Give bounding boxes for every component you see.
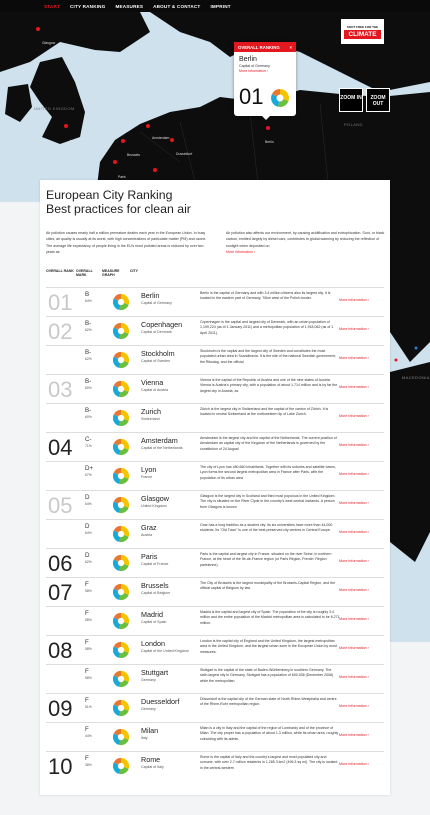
intro: [46, 230, 390, 255]
row-more-link[interactable]: More information ›: [339, 704, 369, 708]
row-percent: 58%: [85, 647, 92, 651]
row-city[interactable]: Zurich: [141, 407, 161, 416]
row-more-link[interactable]: More information ›: [339, 762, 369, 766]
table-header: [46, 269, 390, 281]
row-mark: F: [85, 726, 89, 733]
row-mark: F: [85, 581, 89, 588]
row-percent: 64%: [85, 299, 92, 303]
nav-imprint[interactable]: IMPRINT: [210, 3, 231, 9]
top-nav: [0, 0, 430, 12]
intro-right: [226, 230, 390, 255]
row-rank: 06: [48, 551, 73, 576]
header-city: CITY: [130, 269, 138, 274]
ranking-row[interactable]: [46, 606, 384, 635]
row-subtitle: Germany: [141, 707, 156, 711]
row-rank: 09: [48, 696, 73, 721]
row-city[interactable]: Brussels: [141, 581, 169, 590]
row-mark: B-: [85, 378, 92, 385]
row-percent: 62%: [85, 328, 92, 332]
row-city[interactable]: Paris: [141, 552, 158, 561]
zoom-out-button[interactable]: ZOOM OUT: [366, 88, 390, 112]
measure-graph-icon: [112, 409, 130, 427]
map-city-berlin[interactable]: Berlin: [265, 140, 274, 144]
row-description: The city of Lyon has 480,660 inhabitants. Together with its suburbs and satellite towns, Lyon forms the second largest metropolitan area in France after Paris, with the population of its urban area: [200, 465, 336, 480]
row-description: Graz has a long tradition as a student city: its six universities have more than 44,000 students. Its "Old Town" is one of the best-preserved city centres in Central Europe.: [200, 523, 333, 533]
nav-start[interactable]: START: [44, 3, 60, 9]
row-city[interactable]: Milan: [141, 726, 159, 735]
logo-line2: CLIMATE: [344, 30, 381, 39]
map-label-uk: UNITED KINGDOM: [34, 106, 75, 111]
row-mark: B-: [85, 407, 92, 414]
measure-graph-icon: [112, 728, 130, 746]
measure-graph-icon: [112, 322, 130, 340]
city-popup: [234, 42, 296, 116]
row-percent: 58%: [85, 618, 92, 622]
logo-line1: SOOT FREE FOR THE: [346, 25, 379, 29]
row-subtitle: Capital of Italy: [141, 765, 164, 769]
row-percent: 64%: [85, 502, 92, 506]
row-more-link[interactable]: More information ›: [339, 675, 369, 679]
row-description: Copenhagen is the capital and largest city of Denmark, with an urban population of 1,199,224 (as of 1 January 2011) and a metropolitan population of 1,918,062 (as of 1 April 2011).: [200, 320, 334, 335]
row-more-link[interactable]: More information ›: [339, 617, 369, 621]
map-city-amsterdam[interactable]: Amsterdam: [152, 136, 170, 140]
row-subtitle: France: [141, 475, 153, 479]
page-title: [46, 189, 390, 216]
row-mark: F: [85, 610, 89, 617]
row-description: Düsseldorf is the capital city of the German state of North Rhine-Westphalia and centre of the Rhine-Ruhr metropolitan region.: [200, 697, 337, 707]
measure-graph-icon: [112, 293, 130, 311]
row-more-link[interactable]: More information ›: [339, 298, 369, 302]
row-city[interactable]: Stockholm: [141, 349, 175, 358]
row-rank: 07: [48, 580, 73, 605]
row-mark: F: [85, 697, 89, 704]
row-subtitle: Capital of Sweden: [141, 359, 171, 363]
row-description: Stockholm is the capital and the largest city of Sweden and constitutes the most populated urban area in Scandinavia. It is the site of the national Swedish government, the Riksdag, and the official: [200, 349, 337, 364]
row-city[interactable]: Duesseldorf: [141, 697, 180, 706]
row-subtitle: Capital of Spain: [141, 620, 167, 624]
popup-more-link[interactable]: More information ›: [239, 69, 269, 73]
row-more-link[interactable]: More information ›: [339, 327, 369, 331]
row-description: Milan is a city in Italy and the capital of the region of Lombardy and of the province of Milan. The city proper has a population of about 1.3 million, while its urban area, roughly coinciding with its admin-: [200, 726, 339, 741]
row-subtitle: Capital of Denmark: [141, 330, 172, 334]
row-more-link[interactable]: More information ›: [339, 414, 369, 418]
header-graph: MEASURE GRAPH: [102, 269, 120, 278]
popup-city: Berlin: [239, 56, 257, 63]
row-city[interactable]: Stuttgart: [141, 668, 169, 677]
measure-graph-icon: [112, 612, 130, 630]
ranking-row[interactable]: [46, 403, 384, 432]
row-city[interactable]: Rome: [141, 755, 161, 764]
row-more-link[interactable]: More information ›: [339, 559, 369, 563]
row-percent: 60%: [85, 415, 92, 419]
row-subtitle: United Kingdom: [141, 504, 167, 508]
measure-graph-icon: [112, 380, 130, 398]
row-mark: B-: [85, 320, 92, 327]
row-subtitle: Italy: [141, 736, 148, 740]
row-mark: F: [85, 668, 89, 675]
ranking-row[interactable]: [46, 461, 384, 490]
ranking-row[interactable]: [46, 490, 384, 519]
map-side-strip: [390, 202, 430, 642]
row-mark: D: [85, 552, 90, 559]
row-mark: D: [85, 523, 90, 530]
popup-rank: 01: [239, 84, 264, 109]
measure-graph-icon: [112, 438, 130, 456]
row-mark: C-: [85, 436, 92, 443]
row-percent: 44%: [85, 734, 92, 738]
row-description: Rome is the capital of Italy and the country's largest and most populated city and comune, with over 2.7 million residents in 1,285.3 km2 (496.3 sq mi). The city is located in the central-western: [200, 755, 338, 770]
measure-graph-icon: [112, 351, 130, 369]
popup-header-title: OVERALL RANKING: [238, 44, 280, 50]
row-rank: 02: [48, 319, 73, 344]
map-label-poland: POLAND: [344, 122, 363, 127]
map-city-glasgow[interactable]: Glasgow: [42, 41, 56, 45]
ranking-row[interactable]: [46, 287, 384, 316]
measure-graph-icon: [112, 641, 130, 659]
row-description: Madrid is the capital and largest city of Spain. The population of the city is roughly 3.4 million and the entire population of the Madrid metropolitan area is calculated to be 6.271 million.: [200, 610, 340, 625]
row-mark: B-: [85, 349, 92, 356]
ranking-panel: [40, 180, 390, 795]
header-rank: OVERALL RANK: [46, 269, 74, 274]
row-mark: D: [85, 494, 90, 501]
row-more-link[interactable]: More information ›: [339, 472, 369, 476]
intro-right-text: Air pollution also affects our environment, by causing acidification and eutrophication. Soot, or black carbon, emitted largely by diesel cars, contributes to global warming by reducing the reflection of sunlight when deposited on: [226, 231, 385, 248]
soot-free-logo[interactable]: [341, 19, 384, 44]
header-mark: OVERALL MARK: [76, 269, 93, 278]
row-rank: 08: [48, 638, 73, 663]
row-subtitle: Austria: [141, 533, 153, 537]
popup-tip: [262, 116, 270, 120]
row-rank: 05: [48, 493, 73, 518]
ranking-row[interactable]: [46, 693, 384, 722]
row-more-link[interactable]: More information ›: [339, 646, 369, 650]
row-rank: 04: [48, 435, 73, 460]
row-description: Zürich is the largest city in Switzerland and the capital of the canton of Zürich. It is located in central Switzerland at the northwestern tip of Lake Zurich.: [200, 407, 329, 417]
measure-graph-icon: [112, 467, 130, 485]
map-side-landmass: [390, 202, 430, 642]
row-subtitle: Capital of the Netherlands: [141, 446, 183, 450]
row-city[interactable]: London: [141, 639, 165, 648]
row-description: Paris is the capital and largest city in France, situated on the river Seine, in northern France, at the heart of the Île-de-France region (or Paris Region, French: Région parisienne).: [200, 552, 332, 567]
row-city[interactable]: Copenhagen: [141, 320, 183, 329]
map-city-london[interactable]: London: [70, 139, 82, 143]
row-subtitle: Capital of Belgium: [141, 591, 171, 595]
row-more-link[interactable]: More information ›: [339, 588, 369, 592]
measure-graph-icon: [112, 525, 130, 543]
popup-subtitle: Capital of Germany: [239, 64, 270, 68]
ranking-row[interactable]: [46, 635, 384, 664]
row-subtitle: Capital of Austria: [141, 388, 169, 392]
row-rank: 01: [48, 290, 73, 315]
ranking-row[interactable]: [46, 316, 384, 345]
ranking-row[interactable]: [46, 374, 384, 403]
intro-more-link[interactable]: More information ›: [226, 249, 256, 254]
row-percent: 51%: [85, 705, 92, 709]
nav-city-ranking[interactable]: CITY RANKING: [69, 3, 106, 9]
row-mark: F: [85, 755, 89, 762]
row-percent: 38%: [85, 763, 92, 767]
popup-header: [234, 42, 296, 52]
nav-measures[interactable]: MEASURES: [115, 3, 144, 9]
row-percent: 62%: [85, 357, 92, 361]
row-rank: 03: [48, 377, 73, 402]
row-percent: 58%: [85, 676, 92, 680]
row-city[interactable]: Berlin: [141, 291, 160, 300]
row-description: Berlin is the capital of Germany and with 3.4 million citizens also its largest city. It is located in the eastern part of Germany, 70km west of the Polish border.: [200, 291, 331, 301]
row-subtitle: Capital of France: [141, 562, 169, 566]
row-description: Glasgow is the largest city in Scotland and third most populous in the United Kingdom. The city is situated on the River Clyde in the country's west central lowlands. A person from Glasgow is known: [200, 494, 336, 509]
measure-graph-icon: [112, 670, 130, 688]
row-more-link[interactable]: More information ›: [339, 356, 369, 360]
ranking-row[interactable]: [46, 519, 384, 548]
measure-graph-icon: [112, 757, 130, 775]
row-city[interactable]: Madrid: [141, 610, 163, 619]
row-description: Stuttgart is the capital of the state of Baden-Württemberg in southern Germany. The sixth-largest city in Germany, Stuttgart has a population of 600,038 (December 2008) while the metropolitan: [200, 668, 334, 683]
row-mark: D+: [85, 465, 94, 472]
row-percent: 67%: [85, 473, 92, 477]
measure-graph-icon: [112, 554, 130, 572]
close-icon[interactable]: ×: [289, 44, 292, 50]
ranking-row[interactable]: [46, 722, 384, 751]
row-city[interactable]: Glasgow: [141, 494, 169, 503]
row-city[interactable]: Lyon: [141, 465, 157, 474]
zoom-in-button[interactable]: ZOOM IN: [339, 88, 363, 112]
page-title-line2: Best practices for clean air: [46, 201, 191, 216]
map-label-macedonia: MACEDONIA: [402, 375, 430, 380]
row-description: London is the capital city of England and the United Kingdom, the largest metropolitan area in the United Kingdom, and the largest urban zone in the European Union by most measures.: [200, 639, 337, 654]
row-more-link[interactable]: More information ›: [339, 530, 369, 534]
ranking-row[interactable]: [46, 432, 384, 461]
map-city-brussels[interactable]: Brussels: [127, 153, 141, 157]
row-more-link[interactable]: More information ›: [339, 385, 369, 389]
row-mark: B: [85, 291, 90, 298]
row-percent: 71%: [85, 444, 92, 448]
nav-about-contact[interactable]: ABOUT & CONTACT: [153, 3, 201, 9]
row-more-link[interactable]: More information ›: [339, 733, 369, 737]
row-subtitle: Capital of the United Kingdom: [141, 649, 189, 653]
ranking-row[interactable]: [46, 664, 384, 693]
row-subtitle: Capital of Germany: [141, 301, 172, 305]
ranking-row[interactable]: [46, 548, 384, 577]
row-percent: 64%: [85, 531, 92, 535]
row-city[interactable]: Amsterdam: [141, 436, 178, 445]
row-percent: 62%: [85, 560, 92, 564]
row-rank: 10: [48, 754, 73, 779]
row-description: Vienna is the capital of the Republic of Austria and one of the nine states of Austria. Vienna is Austria's primary city, with a population of about 1.714 million and is by far the largest city in Austria, as: [200, 378, 338, 393]
measure-graph-icon: [112, 583, 130, 601]
row-description: The City of Brussels is the largest municipality of the Brussels-Capital Region, and the official capital of Belgium by law.: [200, 581, 336, 591]
measure-graph-icon: [112, 496, 130, 514]
intro-left: Air pollution causes nearly half a million premature deaths each year in the European Union. In busy cities, air quality is usually at its worst, with high concentrations of particulate matter (PM) and ozone. The average life expectancy of people living in the EU's most polluted areas is reduced by over two years as: [46, 231, 207, 254]
row-percent: 58%: [85, 589, 92, 593]
row-percent: 60%: [85, 386, 92, 390]
row-description: Amsterdam is the largest city and the capital of the Netherlands. The current position of Amsterdam as capital city of the Kingdom of the Netherlands is governed by the constitution of 24 August: [200, 436, 337, 451]
row-more-link[interactable]: More information ›: [339, 443, 369, 447]
row-more-link[interactable]: More information ›: [339, 501, 369, 505]
ranking-row[interactable]: [46, 577, 384, 606]
popup-measure-graph: [270, 88, 290, 108]
row-city[interactable]: Vienna: [141, 378, 164, 387]
map-city-paris[interactable]: Paris: [118, 175, 126, 179]
row-subtitle: Switzerland: [141, 417, 160, 421]
page-title-line1: European City Ranking: [46, 188, 173, 202]
row-city[interactable]: Graz: [141, 523, 157, 532]
row-subtitle: Germany: [141, 678, 156, 682]
map-city-dusseldorf[interactable]: Dusseldorf: [176, 152, 193, 156]
ranking-row[interactable]: [46, 751, 384, 780]
measure-graph-icon: [112, 699, 130, 717]
ranking-row[interactable]: [46, 345, 384, 374]
row-mark: F: [85, 639, 89, 646]
